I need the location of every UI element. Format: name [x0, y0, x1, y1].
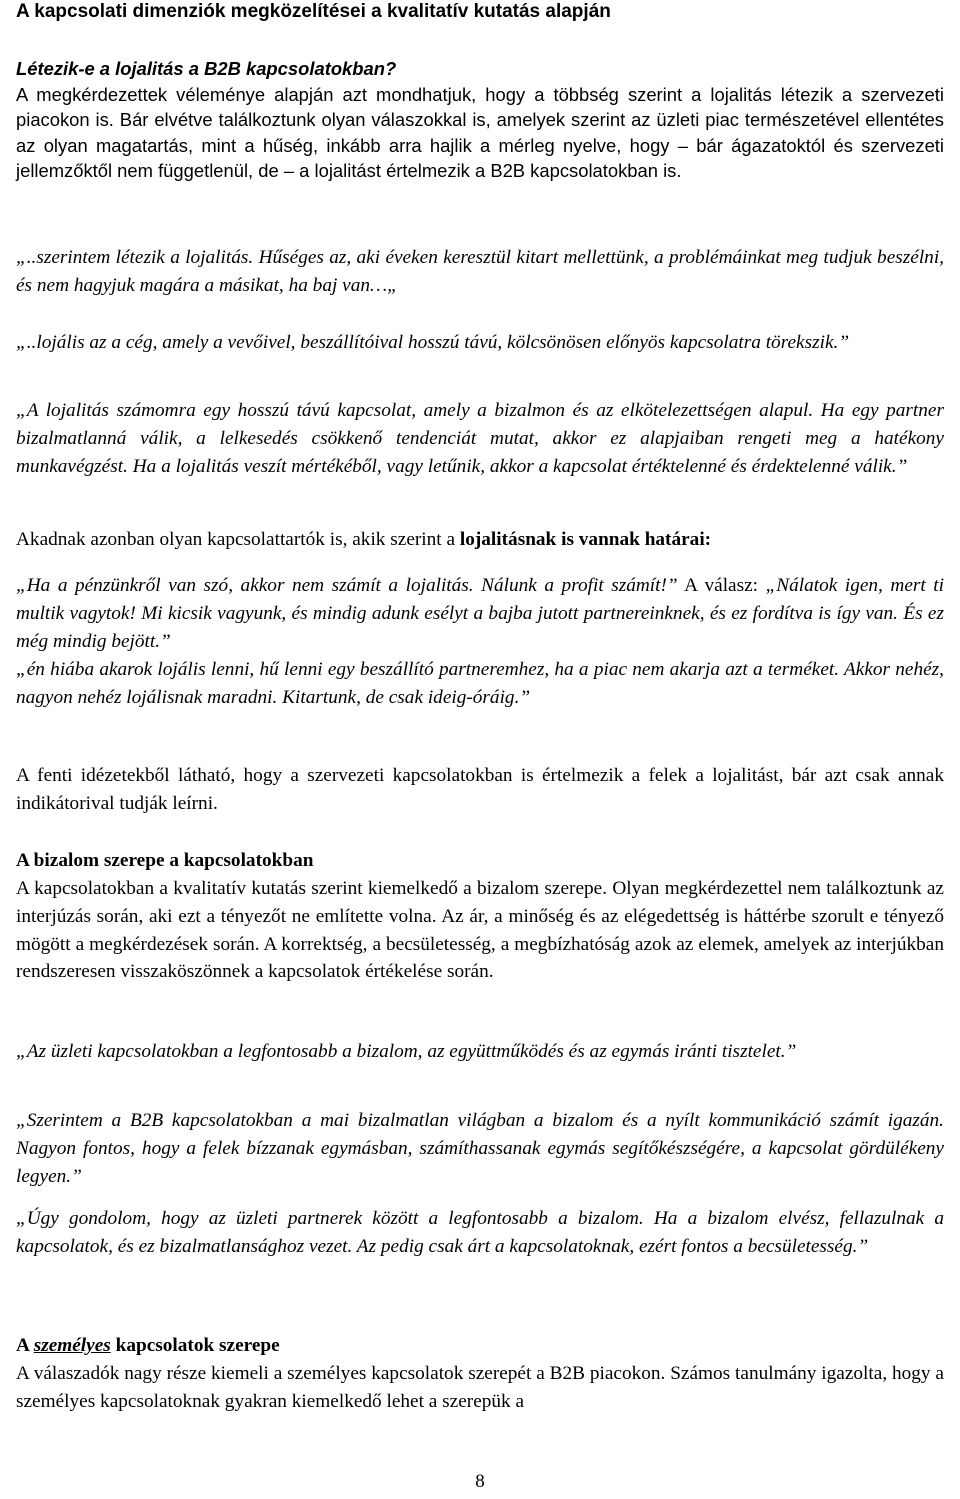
personal-paragraph: A válaszadók nagy része kiemeli a személyes kapcsolatok szerepét a B2B piacokon. Számos tanulmány igazolta, hogy a személyes kapcsolatoknak gyakran kiemelkedő lehet a szerepük a — [16, 1363, 944, 1412]
loyalty-quote-2: „..lojális az a cég, amely a vevőivel, beszállítóival hosszú távú, kölcsönösen előnyös kapcsolatra törekszik.” — [16, 332, 850, 353]
trust-heading: A bizalom szerepe a kapcsolatokban — [16, 850, 314, 871]
personal-heading-suffix: kapcsolatok szerepe — [110, 1335, 280, 1356]
page-number: 8 — [475, 1471, 485, 1492]
limits-reply-label: A válasz: — [677, 575, 766, 596]
limits-quote-1 — [16, 572, 944, 655]
trust-quote-1: „Az üzleti kapcsolatokban a legfontosabb a bizalom, az együttműködés és az egymás iránti tisztelet.” — [16, 1041, 797, 1062]
personal-heading-emphasis: személyes — [33, 1335, 111, 1356]
loyalty-section — [16, 56, 944, 184]
trust-quote-3: „Úgy gondolom, hogy az üzleti partnerek között a legfontosabb a bizalom. Ha a bizalom elvész, fellazulnak a kapcsolatok, és ez bizalmatlansághoz vezet. Az pedig csak árt a kapcsolatoknak, ezért fontos a becsületesség.” — [16, 1208, 944, 1257]
page-title: A kapcsolati dimenziók megközelítései a kvalitatív kutatás alapján — [16, 1, 611, 22]
trust-quote-2: „Szerintem a B2B kapcsolatokban a mai bizalmatlan világban a bizalom és a nyílt kommunikáció számít igazán. Nagyon fontos, hogy a felek bízzanak egymásban, számíthassanak egymás segítőkészségére, a kapcsolat gördülékeny legyen.” — [16, 1110, 944, 1187]
loyalty-quote-3: „A lojalitás számomra egy hosszú távú kapcsolat, amely a bizalmon és az elkötelezettségen alapul. Ha egy partner bizalmatlanná válik, a lelkesedés csökkenő tendenciát mutat, akkor ez alapjaiban rengeti meg a hatékony munkavégzést. Ha a lojalitás veszít mértékéből, vagy letűnik, akkor a kapcsolat értéktelenné és érdektelenné válik.” — [16, 400, 944, 477]
trust-paragraph: A kapcsolatokban a kvalitatív kutatás szerint kiemelkedő a bizalom szerepe. Olyan megkérdezettel nem találkoztunk az interjúzás során, aki ezt a tényezőt ne említette volna. Az ár, a minőség és az elégedettség is háttérbe szorult e tényező mögött a megkérdezések során. A korrektség, a becsületesség, a megbízhatóság azok az elemek, amelyek az interjúkban rendszeresen visszaköszönnek a kapcsolatok értékelése során. — [16, 878, 944, 983]
limits-quote-1-a: „Ha a pénzünkről van szó, akkor nem számít a lojalitás. Nálunk a profit számít!” — [16, 575, 678, 596]
limits-paragraph — [16, 526, 944, 554]
limits-emphasis: lojalitásnak is vannak határai: — [459, 529, 712, 550]
personal-heading-prefix: A — [16, 1335, 34, 1356]
loyalty-quote-1: „..szerintem létezik a lojalitás. Hűséges az, aki éveken keresztül kitart mellettünk, a problémáinkat meg tudjuk beszélni, és nem hagyjuk magára a másikat, ha baj van…„ — [16, 247, 944, 296]
personal-heading — [16, 1332, 944, 1360]
limits-intro-text: Akadnak azonban olyan kapcsolattartók is, akik szerint a — [16, 529, 460, 550]
limits-quote-2: „én hiába akarok lojális lenni, hű lenni egy beszállító partneremhez, ha a piac nem akarja azt a terméket. Akkor nehéz, nagyon nehéz lojálisnak maradni. Kitartunk, de csak ideig-óráig.” — [16, 659, 944, 708]
loyalty-question: Létezik-e a lojalitás a B2B kapcsolatokban? — [16, 58, 397, 79]
loyalty-intro-paragraph: A megkérdezettek véleménye alapján azt mondhatjuk, hogy a többség szerint a lojalitás létezik a szervezeti piacokon is. Bár elvétve találkoztunk olyan válaszokkal is, amelyek szerint az üzleti piac természetével ellentétes az olyan magatartás, mint a hűség, inkább arra hajlik a mérleg nyelve, hogy – bár ágazatoktól és szervezeti jellemzőktől nem függetlenül, de – a lojalitást értelmezik a B2B kapcsolatokban is. — [16, 83, 944, 181]
loyalty-conclusion: A fenti idézetekből látható, hogy a szervezeti kapcsolatokban is értelmezik a felek a lojalitást, bár azt csak annak indikátorival tudják leírni. — [16, 765, 944, 814]
limits-quote-1-c: „Nálatok igen, mert ti multik vagytok! Mi kicsik vagyunk, és mindig adunk esélyt a bajba jutott partnereinknek, és ez fordítva is így van. És ez még mindig bejött.” — [16, 575, 944, 652]
